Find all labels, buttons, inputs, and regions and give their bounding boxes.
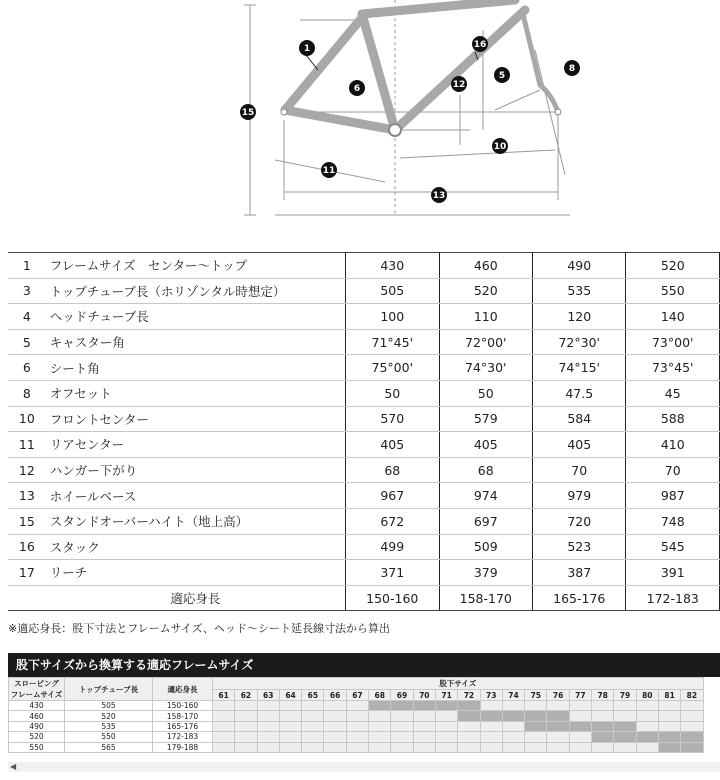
size-cell [614,721,636,731]
size-cell [636,721,658,731]
size-cell [257,711,279,721]
spec-number: 16 [8,534,46,560]
spec-value: 579 [439,406,532,432]
spec-value: 523 [533,534,626,560]
spec-row [8,560,720,586]
size-cell [235,711,257,721]
inseam-value: 71 [435,690,457,701]
spec-value: 588 [626,406,720,432]
size-top: 520 [65,711,153,721]
size-cell [681,711,703,721]
size-cell [369,742,391,752]
spec-value: 405 [533,432,626,458]
size-cell [636,701,658,711]
size-cell [614,742,636,752]
spec-value: 987 [626,483,720,509]
spec-value: 72°00' [439,329,532,355]
size-cell [614,732,636,742]
size-cell [324,721,346,731]
spec-label: リアセンター [46,432,346,458]
inseam-value: 65 [302,690,324,701]
size-frame: 430 [9,701,65,711]
spec-value: 672 [346,508,439,534]
size-cell [302,701,324,711]
size-cell [547,711,569,721]
spec-value: 110 [439,304,532,330]
spec-row [8,406,720,432]
size-cell [636,742,658,752]
size-cell [391,732,413,742]
size-cell [547,742,569,752]
spec-value: 405 [346,432,439,458]
size-cell [302,732,324,742]
inseam-value: 74 [502,690,524,701]
size-cell [458,701,480,711]
spec-value: 73°45' [626,355,720,381]
inseam-size-section [8,653,720,773]
size-cell [391,701,413,711]
spec-number: 6 [8,355,46,381]
spec-row [8,432,720,458]
size-height: 158-170 [153,711,213,721]
size-top: 505 [65,701,153,711]
spec-row [8,278,720,304]
size-cell [346,721,368,731]
callout-label-13: 13 [432,191,446,201]
size-header-inseam: 股下サイズ [213,678,704,690]
size-cell [502,711,524,721]
size-frame: 550 [9,742,65,752]
inseam-value: 72 [458,690,480,701]
size-cell [302,742,324,752]
spec-number: 11 [8,432,46,458]
spec-value: 70 [533,457,626,483]
geometry-spec-table [8,252,720,611]
spec-value: 45 [626,380,720,406]
size-cell [302,711,324,721]
spec-value: 748 [626,508,720,534]
size-frame: 490 [9,721,65,731]
spec-value: 68 [346,457,439,483]
spec-value: 73°00' [626,329,720,355]
inseam-value: 78 [592,690,614,701]
size-cell [413,721,435,731]
inseam-value: 66 [324,690,346,701]
size-cell [279,711,301,721]
size-cell [525,732,547,742]
size-cell [435,711,457,721]
size-header-head_frame: スローピング フレームサイズ [9,678,65,701]
size-cell [279,742,301,752]
size-cell [435,701,457,711]
spec-value: 520 [439,278,532,304]
spec-value: 50 [346,380,439,406]
size-cell [413,701,435,711]
inseam-size-title: 股下サイズから換算する適応フレームサイズ [8,653,720,677]
spec-value: 120 [533,304,626,330]
size-cell [614,711,636,721]
spec-value: 430 [346,253,439,279]
size-cell [480,711,502,721]
size-cell [592,711,614,721]
size-cell [279,732,301,742]
size-cell [346,701,368,711]
size-height: 179-188 [153,742,213,752]
size-cell [458,721,480,731]
spec-number: 17 [8,560,46,586]
spec-label: 適応身長 [46,585,346,611]
size-cell [502,701,524,711]
size-cell [391,742,413,752]
spec-value: 50 [439,380,532,406]
size-cell [525,721,547,731]
spec-value: 550 [626,278,720,304]
inseam-value: 76 [547,690,569,701]
size-cell [592,742,614,752]
inseam-value: 70 [413,690,435,701]
size-cell [213,721,235,731]
spec-label: ハンガー下がり [46,457,346,483]
spec-value: 720 [533,508,626,534]
spec-number: 10 [8,406,46,432]
size-cell [614,701,636,711]
callout-label-6: 6 [353,84,361,94]
size-cell [257,701,279,711]
size-cell [369,711,391,721]
size-cell [502,742,524,752]
spec-row [8,355,720,381]
inseam-value: 62 [235,690,257,701]
size-cell [681,732,703,742]
spec-value: 499 [346,534,439,560]
size-cell [636,732,658,742]
size-row [9,711,704,721]
spec-value: 68 [439,457,532,483]
spec-value: 570 [346,406,439,432]
size-row [9,742,704,752]
size-cell [681,721,703,731]
spec-label: リーチ [46,560,346,586]
size-cell [257,721,279,731]
size-cell [480,701,502,711]
spec-value: 584 [533,406,626,432]
inseam-value: 82 [681,690,703,701]
size-cell [257,732,279,742]
spec-label: スタック [46,534,346,560]
size-cell [569,711,591,721]
callout-label-15: 15 [241,108,255,118]
callout-label-12: 12 [452,80,466,90]
size-frame: 520 [9,732,65,742]
spec-label: オフセット [46,380,346,406]
size-cell [458,732,480,742]
spec-label: スタンドオーバーハイト（地上高） [46,508,346,534]
spec-number: 4 [8,304,46,330]
callout-label-10: 10 [493,142,507,152]
size-header-head_top: トップチューブ長 [65,678,153,701]
size-cell [213,742,235,752]
size-cell [658,742,680,752]
size-cell [592,732,614,742]
size-row [9,732,704,742]
size-cell [658,732,680,742]
spec-number: 5 [8,329,46,355]
size-cell [213,732,235,742]
spec-row [8,483,720,509]
size-cell [413,732,435,742]
size-cell [369,732,391,742]
size-cell [413,742,435,752]
size-cell [346,711,368,721]
size-cell [547,701,569,711]
spec-value: 47.5 [533,380,626,406]
callout-label-11: 11 [322,166,336,176]
spec-value: 74°15' [533,355,626,381]
spec-value: 158-170 [439,585,532,611]
size-cell [235,701,257,711]
spec-row [8,534,720,560]
spec-value: 379 [439,560,532,586]
size-height: 165-176 [153,721,213,731]
size-cell [391,711,413,721]
callout-label-16: 16 [473,40,487,50]
size-height: 150-160 [153,701,213,711]
spec-number: 13 [8,483,46,509]
frame-geometry-diagram [0,0,720,240]
size-cell [324,742,346,752]
spec-value: 460 [439,253,532,279]
inseam-value: 73 [480,690,502,701]
spec-label: トップチューブ長（ホリゾンタル時想定） [46,278,346,304]
spec-number: 15 [8,508,46,534]
size-top: 535 [65,721,153,731]
spec-value: 545 [626,534,720,560]
spec-number: 8 [8,380,46,406]
size-cell [681,701,703,711]
size-cell [257,742,279,752]
callout-label-8: 8 [568,64,576,74]
size-cell [547,721,569,731]
size-cell [324,701,346,711]
size-cell [592,721,614,731]
size-cell [458,742,480,752]
size-cell [391,721,413,731]
spec-number: 12 [8,457,46,483]
horizontal-scrollbar[interactable] [8,762,720,772]
inseam-value: 80 [636,690,658,701]
spec-value: 75°00' [346,355,439,381]
spec-value: 490 [533,253,626,279]
size-cell [435,721,457,731]
inseam-value: 75 [525,690,547,701]
size-frame: 460 [9,711,65,721]
size-cell [213,701,235,711]
inseam-value: 61 [213,690,235,701]
size-cell [279,701,301,711]
inseam-size-table [8,677,704,753]
spec-row [8,457,720,483]
spec-value: 505 [346,278,439,304]
inseam-value: 68 [369,690,391,701]
size-cell [569,701,591,711]
spec-row [8,329,720,355]
size-cell [235,732,257,742]
size-cell [569,742,591,752]
spec-row [8,304,720,330]
spec-label: フレームサイズ センター〜トップ [46,253,346,279]
spec-value: 72°30' [533,329,626,355]
spec-value: 520 [626,253,720,279]
height-note: ※適応身長：股下寸法とフレームサイズ、ヘッド〜シート延長線寸法から算出 [8,622,391,635]
size-cell [235,721,257,731]
size-cell [413,711,435,721]
size-cell [302,721,324,731]
spec-value: 140 [626,304,720,330]
spec-value: 979 [533,483,626,509]
spec-number: 3 [8,278,46,304]
size-cell [458,711,480,721]
size-cell [681,742,703,752]
spec-number: 1 [8,253,46,279]
size-cell [502,721,524,731]
size-cell [213,711,235,721]
size-cell [346,742,368,752]
size-cell [324,732,346,742]
spec-value: 71°45' [346,329,439,355]
spec-row [8,253,720,279]
spec-value: 410 [626,432,720,458]
size-row [9,701,704,711]
size-cell [658,721,680,731]
spec-value: 74°30' [439,355,532,381]
spec-label: ホイールベース [46,483,346,509]
spec-label: キャスター角 [46,329,346,355]
size-cell [235,742,257,752]
inseam-value: 81 [658,690,680,701]
spec-value: 150-160 [346,585,439,611]
scroll-left-arrow-icon[interactable]: ◀ [10,762,17,771]
size-cell [525,701,547,711]
size-cell [502,732,524,742]
size-cell [324,711,346,721]
spec-value: 371 [346,560,439,586]
spec-value: 387 [533,560,626,586]
callout-label-1: 1 [303,44,311,54]
size-cell [480,721,502,731]
spec-label: シート角 [46,355,346,381]
spec-label: フロントセンター [46,406,346,432]
spec-value: 391 [626,560,720,586]
inseam-value: 67 [346,690,368,701]
inseam-value: 77 [569,690,591,701]
inseam-value: 79 [614,690,636,701]
size-cell [525,711,547,721]
size-cell [547,732,569,742]
spec-value: 172-183 [626,585,720,611]
size-cell [480,742,502,752]
spec-number [8,585,46,611]
size-top: 550 [65,732,153,742]
size-cell [279,721,301,731]
size-cell [435,742,457,752]
spec-value: 967 [346,483,439,509]
size-cell [369,721,391,731]
spec-value: 165-176 [533,585,626,611]
spec-value: 509 [439,534,532,560]
size-row [9,721,704,731]
spec-label: ヘッドチューブ長 [46,304,346,330]
spec-value: 100 [346,304,439,330]
inseam-value: 63 [257,690,279,701]
callout-label-5: 5 [498,71,506,81]
spec-row [8,585,720,611]
size-cell [346,732,368,742]
size-cell [525,742,547,752]
spec-value: 535 [533,278,626,304]
spec-row [8,508,720,534]
size-cell [435,732,457,742]
size-cell [369,701,391,711]
spec-row [8,380,720,406]
size-cell [592,701,614,711]
size-cell [569,732,591,742]
size-top: 565 [65,742,153,752]
inseam-value: 69 [391,690,413,701]
size-header-head_height: 適応身長 [153,678,213,701]
size-cell [658,701,680,711]
size-cell [480,732,502,742]
spec-value: 974 [439,483,532,509]
size-cell [569,721,591,731]
size-cell [658,711,680,721]
spec-value: 697 [439,508,532,534]
size-cell [636,711,658,721]
inseam-value: 64 [279,690,301,701]
spec-value: 70 [626,457,720,483]
size-height: 172-183 [153,732,213,742]
spec-value: 405 [439,432,532,458]
